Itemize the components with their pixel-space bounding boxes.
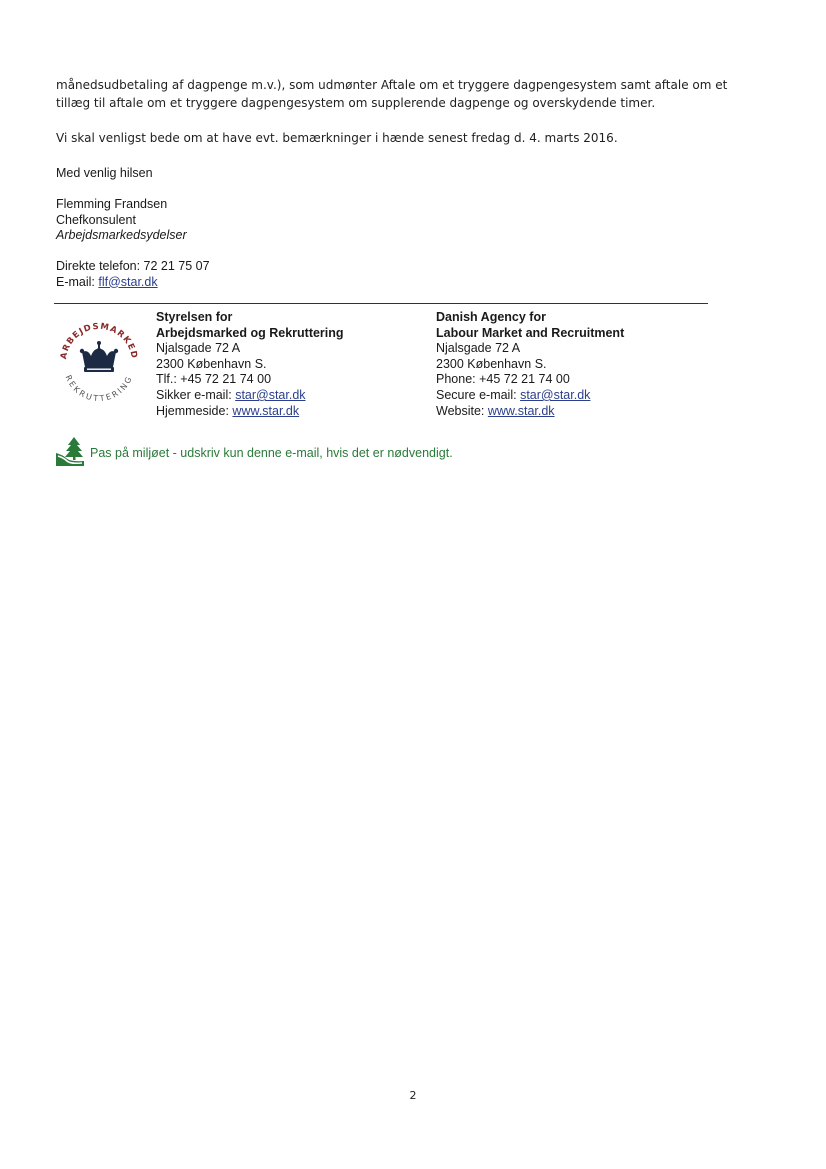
secure-email-link-da[interactable]: star@star.dk <box>235 387 306 402</box>
secure-email-da <box>156 388 344 404</box>
sender-contact <box>56 259 210 290</box>
website-da <box>156 404 344 420</box>
crown-shape <box>80 341 118 372</box>
secure-email-en <box>436 388 624 404</box>
signature-english <box>436 310 624 419</box>
sender-title: Chefkonsulent <box>56 212 136 227</box>
agency-name-da-line1: Styrelsen for <box>156 310 233 324</box>
sender-block <box>56 197 187 244</box>
phone-en: Phone: +45 72 21 74 00 <box>436 372 570 387</box>
signature-danish <box>156 310 344 419</box>
direct-phone: Direkte telefon: 72 21 75 07 <box>56 259 210 273</box>
logo-bottom-text: REKRUTTERING <box>63 373 135 402</box>
body-paragraph-2: Vi skal venligst bede om at have evt. bemærkninger i hænde senest fredag d. 4. marts 2016. <box>56 131 618 145</box>
logo-top-text: ARBEJDSMARKED <box>59 321 140 361</box>
city-da: 2300 København S. <box>156 356 267 371</box>
email-line <box>56 275 210 291</box>
phone-da: Tlf.: +45 72 21 74 00 <box>156 372 272 387</box>
greeting: Med venlig hilsen <box>56 166 153 180</box>
email-label: E-mail: <box>56 274 99 289</box>
tree-road-icon <box>56 436 84 466</box>
website-link-en[interactable]: www.star.dk <box>487 403 555 418</box>
agency-name-da-line2: Arbejdsmarked og Rekruttering <box>156 325 344 340</box>
email-link[interactable]: flf@star.dk <box>98 274 158 289</box>
page-number: 2 <box>409 1089 417 1102</box>
environment-note-text: Pas på miljøet - udskriv kun denne e-mail, hvis det er nødvendigt. <box>90 446 453 460</box>
city-en: 2300 København S. <box>436 356 547 371</box>
body-paragraph-1: månedsudbetaling af dagpenge m.v.), som udmønter Aftale om et tryggere dagpengesystem samt aftale om et tillæg til aftale om et tryggere dagpengesystem om supplerende dagpenge og overskydende timer. <box>56 78 728 110</box>
website-en <box>436 404 624 420</box>
website-label-da: Hjemmeside: <box>156 403 233 418</box>
street-en: Njalsgade 72 A <box>436 341 521 356</box>
secure-email-label-en: Secure e-mail: <box>436 387 521 402</box>
secure-email-link-en[interactable]: star@star.dk <box>520 387 591 402</box>
sender-department: Arbejdsmarkedsydelser <box>56 228 187 242</box>
secure-email-label-da: Sikker e-mail: <box>156 387 236 402</box>
agency-name-en-line1: Danish Agency for <box>436 310 546 324</box>
signature-divider <box>54 303 708 304</box>
agency-name-en-line2: Labour Market and Recruitment <box>436 325 625 340</box>
street-da: Njalsgade 72 A <box>156 341 241 356</box>
website-link-da[interactable]: www.star.dk <box>232 403 300 418</box>
crown-emblem-icon <box>56 316 142 402</box>
website-label-en: Website: <box>436 403 488 418</box>
sender-name: Flemming Frandsen <box>56 197 168 211</box>
